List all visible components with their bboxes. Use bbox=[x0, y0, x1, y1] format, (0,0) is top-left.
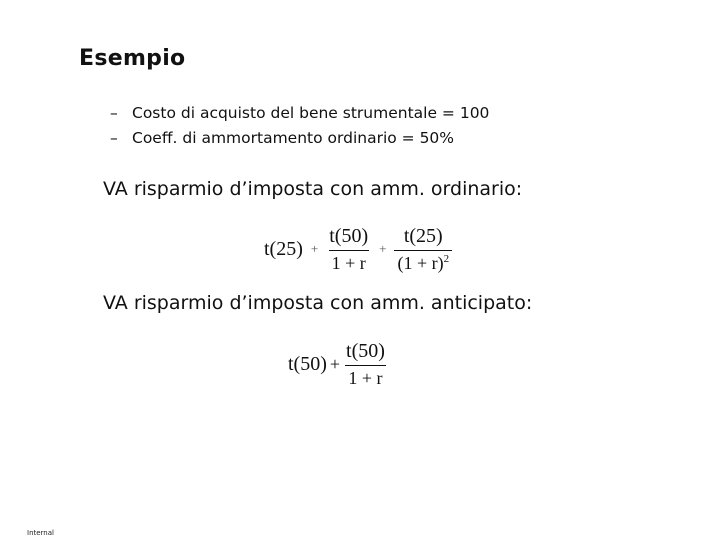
plus-sign: + bbox=[310, 241, 319, 256]
exponent: 2 bbox=[443, 252, 450, 265]
formula-term: t(50) bbox=[288, 352, 327, 375]
bullet-item bbox=[110, 101, 489, 126]
formula-ordinary bbox=[264, 218, 452, 280]
fraction bbox=[394, 225, 452, 274]
fraction-denominator: 1 + r bbox=[345, 365, 385, 389]
formula-term: t(25) bbox=[264, 237, 303, 260]
fraction-numerator: t(50) bbox=[346, 339, 385, 362]
bullet-list bbox=[110, 101, 489, 151]
plus-sign: + bbox=[379, 241, 387, 256]
heading-ordinary: VA risparmio d’imposta con amm. ordinario: bbox=[103, 178, 523, 200]
fraction bbox=[326, 225, 371, 274]
bullet-text: Coeff. di ammortamento ordinario = 50% bbox=[132, 129, 455, 147]
fraction bbox=[343, 340, 388, 389]
formula-anticipated bbox=[288, 336, 388, 392]
slide-title: Esempio bbox=[79, 46, 186, 71]
fraction-numerator: t(50) bbox=[329, 224, 369, 247]
fraction-denominator bbox=[394, 250, 452, 274]
fraction-denominator: 1 + r bbox=[329, 250, 369, 274]
denominator-base: (1 + r) bbox=[397, 252, 444, 273]
heading-anticipated: VA risparmio d’imposta con amm. anticipato: bbox=[103, 292, 533, 314]
fraction-numerator: t(25) bbox=[403, 224, 443, 247]
bullet-dash: – bbox=[110, 104, 118, 122]
bullet-text: Costo di acquisto del bene strumentale = 100 bbox=[132, 104, 490, 122]
plus-sign: + bbox=[329, 353, 341, 374]
bullet-dash: – bbox=[110, 129, 118, 147]
footer-label: Internal bbox=[27, 529, 54, 537]
bullet-item bbox=[110, 126, 489, 151]
